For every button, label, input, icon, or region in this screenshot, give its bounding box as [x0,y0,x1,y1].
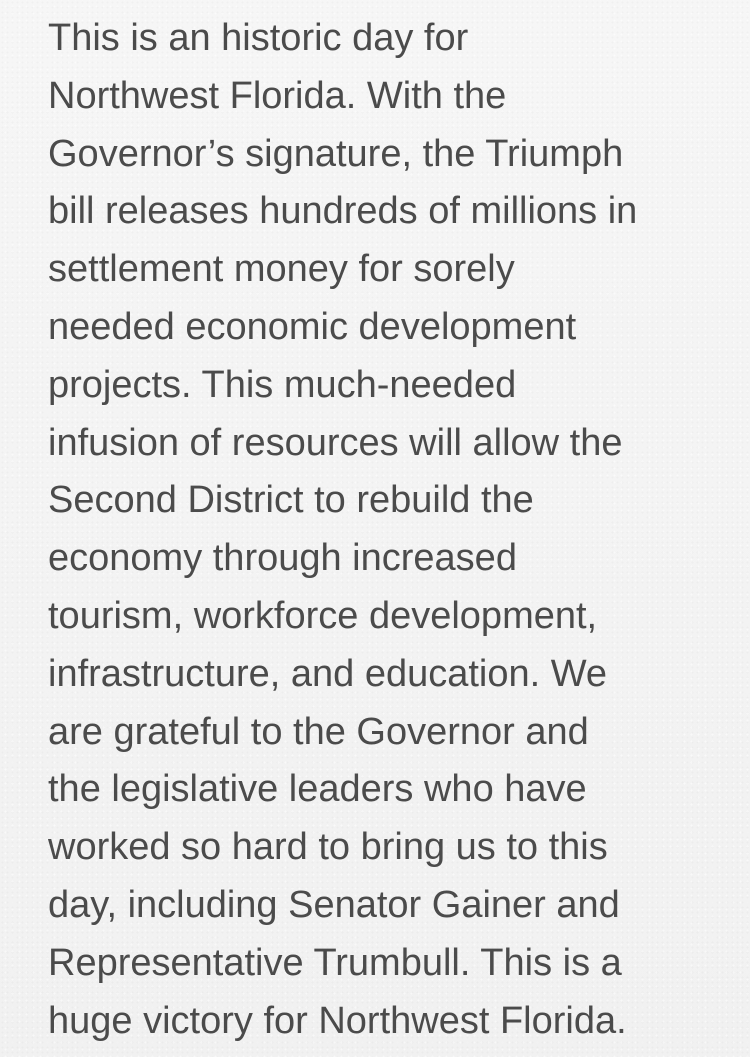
statement-line: tourism, workforce development, [48,594,598,637]
statement-line: settlement money for sorely [48,248,515,291]
statement-text [48,10,738,1050]
statement-line: bill releases hundreds of millions in [48,190,638,233]
statement-line: worked so hard to bring us to this [48,826,608,869]
statement-line: projects. This much-needed [48,363,517,406]
statement-line: Northwest Florida. With the [48,74,507,117]
statement-line: needed economic development [48,305,577,348]
statement-line: huge victory for Northwest Florida. [48,999,627,1042]
statement-line: Governor’s signature, the Triumph [48,132,624,175]
statement-line: This is an historic day for [48,17,469,59]
statement-line: the legislative leaders who have [48,768,587,811]
statement-line: are grateful to the Governor and [48,710,589,753]
statement-line: day, including Senator Gainer and [48,883,620,926]
statement-line: infusion of resources will allow the [48,421,623,464]
statement-line: infrastructure, and education. We [48,652,608,695]
statement-line: economy through increased [48,537,517,580]
statement-line: Representative Trumbull. This is a [48,941,622,984]
statement-line: Second District to rebuild the [48,479,534,522]
